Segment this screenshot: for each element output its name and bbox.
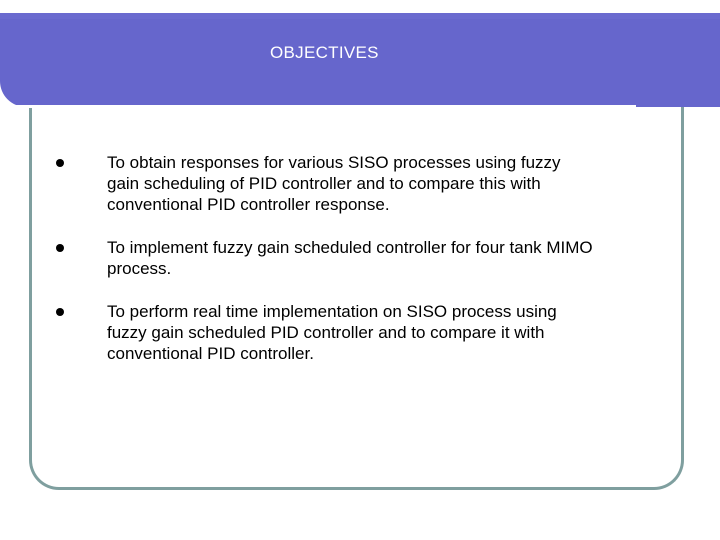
- bullet-icon: [56, 244, 64, 252]
- list-item: [52, 237, 652, 279]
- list-item: [52, 301, 652, 364]
- objectives-list: [52, 152, 652, 386]
- objective-text: To obtain responses for various SISO processes using fuzzy gain scheduling of PID controller and to compare this with conventional PID controller response.: [107, 153, 561, 214]
- objective-text: To implement fuzzy gain scheduled controller for four tank MIMO process.: [107, 238, 593, 278]
- bullet-icon: [56, 308, 64, 316]
- slide-title: OBJECTIVES: [270, 43, 379, 62]
- objective-text: To perform real time implementation on SISO process using fuzzy gain scheduled PID controller and to compare it with conventional PID controller.: [107, 302, 557, 363]
- bullet-icon: [56, 159, 64, 167]
- header-divider: [0, 105, 636, 108]
- list-item: [52, 152, 652, 215]
